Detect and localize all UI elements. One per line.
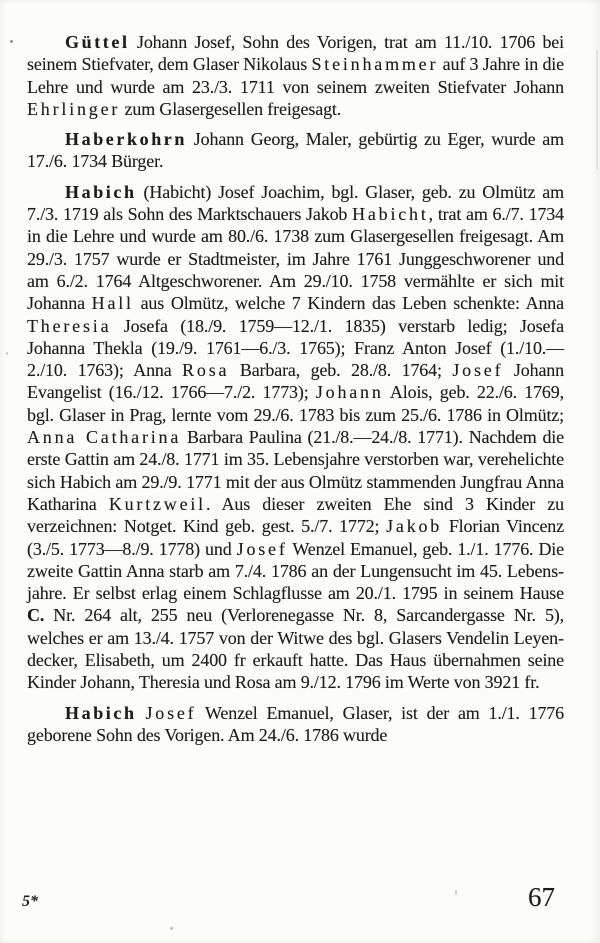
spaced-name: Steinhammer — [311, 54, 439, 75]
body-text-run: Josefa (18./9. 1759—12./1. 1835) verstarb ledig; Josefa Johanna Thekla (19./9. 1761—6./3. 1765); Franz Anton Josef (1./10.—2./10. 1763); Anna — [27, 315, 564, 381]
body-text-run: Florian Vincenz (3./5. 1773—8./9. 1778) und — [27, 516, 564, 559]
spaced-name: Anna Catharina — [27, 427, 182, 448]
spaced-name: Jakob — [386, 516, 443, 537]
scan-speck — [6, 352, 8, 355]
signature-mark: 5* — [22, 893, 38, 910]
body-text-run: Johann Evangelist (16./12. 1766—7./2. 1773); — [27, 360, 564, 403]
body-text-run: Nr. 264 alt, 255 neu (Verlorenegasse Nr. 8, Sarcandergasse Nr. 5), welches er am 13./4. 1757 von der Witwe des bgl. Glasers Vendelin Leyendecker, Elisabeth, um 2400 fr erkauft hatte. Das Haus übernahmen seine Kinder Johann, Theresia und Rosa am 9./12. 1796 im Werte von 3921 fr. — [27, 605, 564, 693]
body-text-run: auf 3 Jahre in die Lehre und wurde am 23./3. 1711 von seinem zweiten Stiefvater Johann — [27, 54, 564, 97]
entry-headword: Güttel — [65, 32, 130, 52]
spaced-name: Josef — [452, 360, 504, 381]
body-text-run: Barbara, geb. 28./8. 1764; — [229, 360, 453, 381]
paragraph — [27, 702, 564, 747]
body-text-run: (Habicht) Josef Joachim, bgl. Glaser, geb. zu Olmütz am 7./3. 1719 als Sohn des Marktschauers Jakob — [27, 181, 564, 225]
body-text-run: aus Olmütz, welche 7 Kindern das Leben schenkte: Anna — [133, 293, 564, 314]
body-text-run: Johann Josef, Sohn des Vorigen, trat am 11./10. 1706 bei seinem Stiefvater, dem Glaser Nikolaus — [27, 32, 564, 75]
bold-text-run: C. — [27, 605, 45, 626]
spaced-name: Rosa — [182, 360, 230, 381]
entry-headword: Haberkohrn — [65, 129, 188, 150]
paragraph — [27, 181, 564, 694]
spaced-name: Johann — [315, 382, 384, 403]
scan-speck — [455, 890, 457, 895]
scan-edge-artifact — [596, 50, 598, 170]
paragraph — [27, 31, 564, 120]
spaced-name: Habicht — [352, 204, 429, 225]
spaced-name: Kurtzweil — [108, 493, 206, 514]
scan-speck — [10, 40, 13, 43]
body-text-run: , trat am 6./7. 1734 in die Lehre und wurde am 80./6. 1738 zum Glasergesellen freigesagt. Am 29./3. 1757 wurde er Stadtmeister, im Jahre 1761 Junggeschworener und am 6./2. 1764 Altgeschworener. Am 29./10. 1758 vermählte er sich mit Johanna — [27, 204, 564, 314]
spaced-name: Ehrlinger — [27, 98, 121, 119]
scan-speck — [170, 927, 173, 930]
text-block — [27, 31, 564, 746]
spaced-name: Josef — [236, 538, 288, 559]
body-text-run: Wenzel Emanuel, Glaser, ist der am 1./1. 1776 geborene Sohn des Vorigen. Am 24./6. 1786 wurde — [27, 702, 564, 745]
body-text-run: . Aus dieser zweiten Ehe sind 3 Kinder zu verzeichnen: Notget. Kind geb. gest. 5./7. 1772; — [27, 493, 564, 537]
paragraph — [27, 128, 564, 173]
page-number: 67 — [528, 882, 555, 912]
entry-headword: Habich — [65, 181, 137, 202]
spaced-name: Hall — [91, 293, 134, 314]
body-text-run: Johann Georg, Maler, gebürtig zu Eger, wurde am 17./6. 1734 Bürger. — [27, 129, 564, 172]
body-text-run: Wenzel Emanuel, geb. 1./1. 1776. Die zweite Gattin Anna starb am 7./4. 1786 an der Lungensucht im 45. Lebensjahre. Er selbst erlag einem Schlagflusse am 20./1. 1795 in seinem Hause — [27, 538, 564, 604]
spaced-name: Josef — [145, 702, 197, 723]
body-text-run: zum Glasergesellen freigesagt. — [120, 98, 342, 119]
body-text-run: Barbara Paulina (21./8.—24./8. 1771). Nachdem die erste Gattin am 24./8. 1771 im 35. Lebensjahre verstorben war, verehelichte sich Habich am 29./9. 1771 mit der aus Olmütz stammenden Jungfrau Anna Katharina — [27, 427, 564, 514]
body-text-run: Alois, geb. 22./6. 1769, bgl. Glaser in Prag, lernte vom 29./6. 1783 bis zum 25./6. 1786 in Olmütz; — [27, 382, 564, 425]
entry-headword: Habich — [65, 702, 137, 723]
spaced-name: Theresia — [27, 315, 112, 336]
